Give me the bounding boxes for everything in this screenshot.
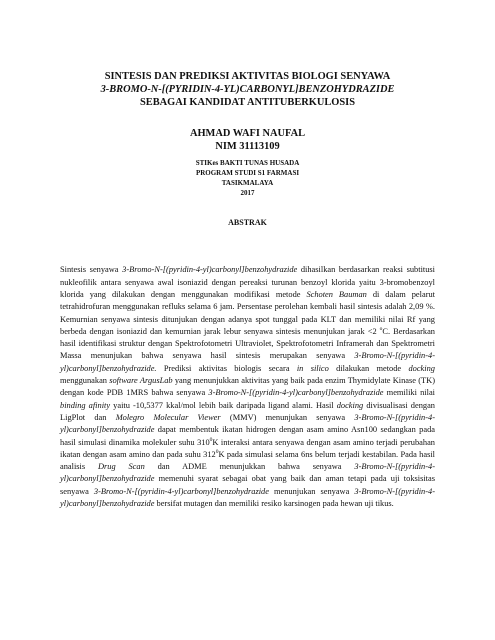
title-line-2: 3-BROMO-N-[(PYRIDIN-4-YL)CARBONYL]BENZOHYDRAZIDE — [100, 84, 395, 95]
abstract-text: memenuhi syarat sebagai obat yang baik dan aman tetapi pada uji toksisitas senyawa — [60, 474, 435, 496]
abstract-text: dilakukan metode — [328, 363, 409, 373]
abstract-text: dan ADME menunjukkan bahwa senyawa — [144, 462, 355, 472]
abstract-heading: ABSTRAK — [228, 218, 267, 227]
italic-term: docking — [408, 363, 435, 373]
abstract-text: K pada simulasi selama 6ns belum terjadi kestabilan. Pada hasil analisis — [60, 449, 435, 472]
abstract-text: memiliki nilai — [383, 388, 435, 398]
institution-city: TASIKMALAYA — [221, 179, 274, 187]
compound-name: 3-Bromo-N-[(pyridin-4-yl)carbonyl]benzohydrazide — [208, 388, 384, 398]
abstract-text: (MMV) menunjukan senyawa — [220, 412, 355, 422]
degree-superscript: 0 — [209, 436, 213, 443]
compound-name: 3-Bromo-N-[(pyridin-4-yl)carbonyl]benzohydrazide. — [60, 351, 435, 373]
title-line-3: SEBAGAI KANDIDAT ANTITUBERKULOSIS — [140, 97, 355, 108]
abstract-text: Sintesis senyawa — [60, 265, 123, 275]
method-name: Schoten Bauman — [306, 289, 367, 299]
italic-term: Drug Scan — [97, 462, 145, 472]
compound-name: 3-Bromo-N-[(pyridin-4-yl)carbonyl]benzohydrazide — [60, 486, 435, 509]
abstract-text: dapat membentuk ikatan hidrogen dengan asam amino Asn100 sedangkan pada hasil simulasi dinamika molekuler suhu 310 — [60, 425, 435, 447]
compound-name: 3-Bromo-N-[(pyridin-4-yl)carbonyl]benzohydrazide — [93, 486, 269, 496]
compound-name: 3-Bromo-N-[(pyridin-4-yl)carbonyl]benzohydrazide — [60, 412, 435, 435]
degree-superscript: o — [379, 326, 383, 333]
abstract-text: C. Berdasarkan hasil identifikasi struktur dengan Spektrofotometri Ultraviolet, Spektrofotometri Inframerah dan Spektrometri Massa menunjukan bahwa senyawa hasil sintesis merupakan senyawa — [60, 326, 435, 361]
author-block — [60, 127, 435, 153]
abstract-body — [60, 264, 435, 510]
abstract-text: K interaksi antara senyawa dengan asam amino terjadi perubahan ikatan dengan asam amino dan pada suhu 312 — [60, 437, 435, 459]
abstract-text: divisualisasi dengan LigPlot dan — [60, 400, 435, 422]
italic-term: docking — [336, 400, 364, 410]
author-nim: NIM 31113109 — [215, 141, 280, 152]
abstract-text: di dalam pelarut tetrahidrofuran menggunakan refluks selama 6 jam. Persentase perolehan kembali hasil sintesis adalah 2,09 %. Kemurnian senyawa sintesis ditunjukan dengan adanya spot tunggal pada KLT dan memiliki nilai Rf yang berbeda dengan isoniazid dan kemurnian jarak lebur senyawa sintesis menunjukan jarak <2 — [60, 289, 435, 336]
institution-name: STIKes BAKTI TUNAS HUSADA — [195, 159, 300, 167]
compound-name: 3-Bromo-N-[(pyridin-4-yl)carbonyl]benzohydrazide — [122, 265, 298, 275]
abstract-text: dihasilkan berdasarkan reaksi subtitusi nukleofilik antara senyawa awal isoniazid dengan pereaksi turunan benzoyl klorida yaitu 3-bromobenzoyl klorida yang dilakukan dengan menggunakan modifikasi metode — [60, 265, 435, 299]
compound-name: 3-Bromo-N-[(pyridin-4-yl)carbonyl]benzohydrazide — [60, 462, 436, 484]
software-name: software ArgusLab — [109, 376, 173, 386]
abstract-text: menggunakan — [60, 376, 110, 386]
abstract-text: bersifat mutagen dan memiliki resiko karsinogen pada hewan uji tikus. — [154, 499, 394, 509]
abstract-text: yang menunjukkan aktivitas yang baik pada enzim Thymidylate Kinase (TK) dengan kode PDB 1MRS bahwa senyawa — [60, 376, 435, 398]
institution-block — [60, 158, 435, 198]
abstract-text: menunjukan senyawa — [268, 486, 355, 496]
degree-superscript: 0 — [215, 449, 219, 456]
author-name: AHMAD WAFI NAUFAL — [189, 128, 306, 139]
italic-term: binding afinity — [60, 400, 111, 410]
italic-term: in silico — [296, 363, 329, 373]
abstract-text: yaitu -10,5377 kkal/mol lebih baik daripada ligand alami. Hasil — [110, 400, 337, 410]
thesis-title — [60, 70, 435, 109]
abstract-text: Prediksi aktivitas biologis secara — [156, 363, 297, 373]
software-name: Molegro Molecular Viewer — [115, 412, 221, 422]
study-program: PROGRAM STUDI S1 FARMASI — [195, 169, 300, 177]
year: 2017 — [240, 189, 255, 197]
title-line-1: SINTESIS DAN PREDIKSI AKTIVITAS BIOLOGI SENYAWA — [104, 71, 391, 82]
